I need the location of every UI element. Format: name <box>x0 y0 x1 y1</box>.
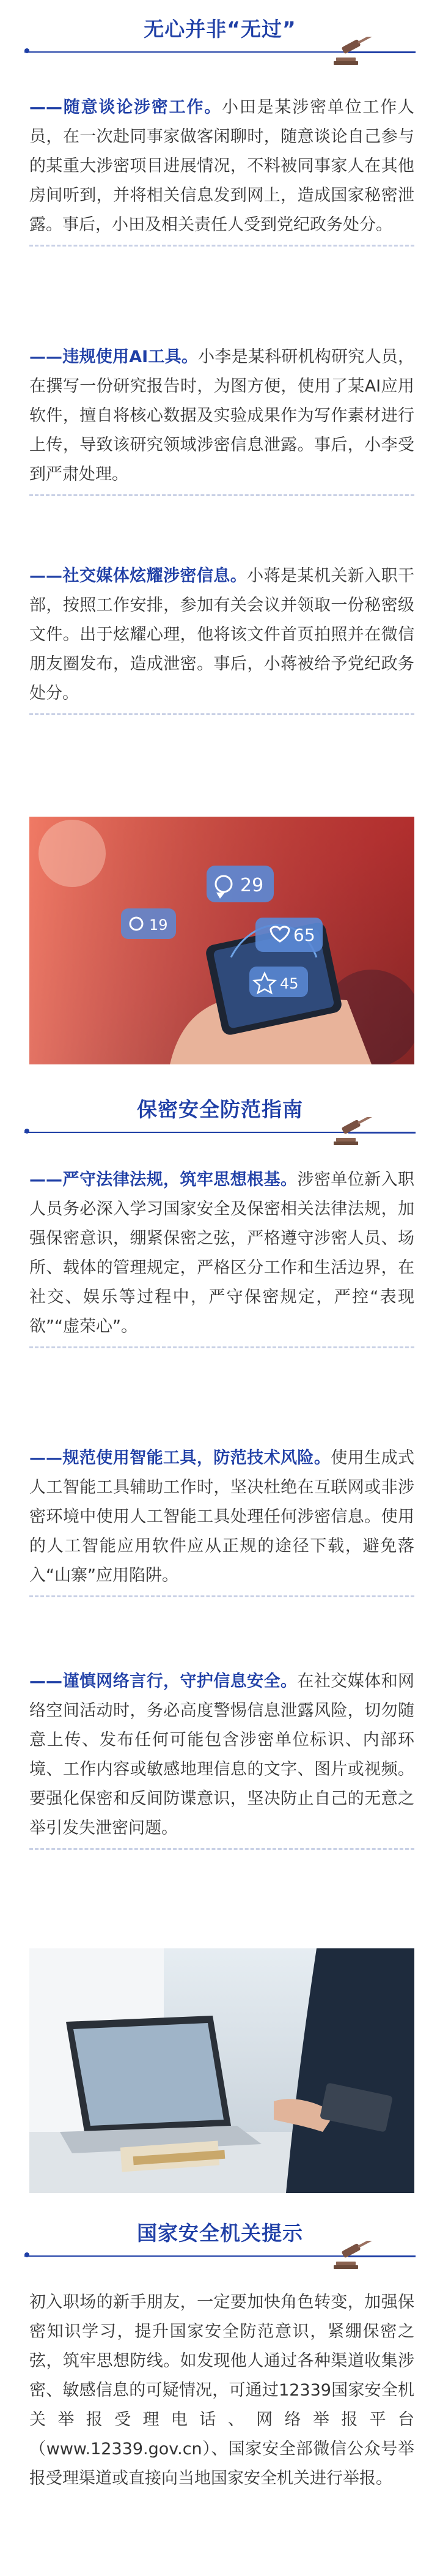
chat-count: 19 <box>149 916 168 934</box>
guide-text: 使用生成式人工智能工具辅助工作时，坚决杜绝在互联网或非涉密环境中使用人工智能工具处理任何涉密信息。使用的人工智能应用软件应从正规的途径下载，避免落入“山寨”应用陷阱。 <box>29 1449 415 1585</box>
guide-paragraph-1 <box>29 1165 414 1348</box>
guide-lead: ——规范使用智能工具，防范技术风险。 <box>29 1449 331 1468</box>
like-count: 65 <box>293 925 315 945</box>
laptop-work-photo <box>29 1948 414 2193</box>
section-header-1 <box>0 0 440 73</box>
section-title: 保密安全防范指南 <box>137 1097 303 1121</box>
guide-text: 涉密单位新入职人员务必深入学习国家安全及保密相关法律法规，加强保密意识，绷紧保密之弦，严格遵守涉密人员、场所、载体的管理规定，严格区分工作和生活边界，在社交、娱乐等过程中，严守保密规定，严控“表现欲”“虚荣心”。 <box>29 1170 415 1336</box>
case-text: 小蒋是某机关新入职干部，按照工作安排，参加有关会议并领取一份秘密级文件。出于炫耀心理，他将该文件首页拍照并在微信朋友圈发布，造成泄密。事后，小蒋被给予党纪政务处分。 <box>29 566 415 703</box>
case-text: 小田是某涉密单位工作人员，在一次赴同事家做客闲聊时，随意谈论自己参与的某重大涉密项目进展情况，不料被同事家人在其他房间听到，并将相关信息发到网上，造成国家秘密泄露。事后，小田及相关责任人受到党纪政务处分。 <box>29 98 414 234</box>
star-icon <box>249 967 308 997</box>
guide-paragraph-2 <box>29 1444 414 1597</box>
case-lead: ——随意谈论涉密工作。 <box>29 98 222 117</box>
section-title: 国家安全机关提示 <box>137 2221 303 2245</box>
gavel-icon <box>330 37 379 66</box>
section-header-3 <box>0 2218 440 2291</box>
guide-text: 在社交媒体和网络空间活动时，务必高度警惕信息泄露风险，切勿随意上传、发布任何可能包含涉密单位标识、内部环境、工作内容或敏感地理信息的文字、图片或视频。要强化保密和反间防谍意识，坚决防止自己的无意之举引发失泄密问题。 <box>29 1672 415 1838</box>
case-lead: ——违规使用AI工具。 <box>29 347 199 366</box>
social-media-photo <box>29 817 414 1064</box>
chat-bubble-icon <box>121 908 176 939</box>
gavel-icon <box>330 1117 379 1146</box>
comment-count: 29 <box>240 875 264 896</box>
case-paragraph-3 <box>29 562 414 715</box>
gavel-icon <box>330 2241 379 2270</box>
case-paragraph-2 <box>29 343 414 496</box>
case-text: 小李是某科研机构研究人员，在撰写一份研究报告时，为图方便，使用了某AI应用软件，擅自将核心数据及实验成果作为写作素材进行上传，导致该研究领域涉密信息泄露。事后，小李受到严肃处理。 <box>29 347 414 484</box>
section-header-2 <box>0 1089 440 1162</box>
heart-like-icon <box>255 918 323 952</box>
tip-paragraph <box>29 2288 414 2498</box>
star-count: 45 <box>280 975 299 992</box>
comment-bubble-icon <box>207 866 274 902</box>
section-title: 无心并非“无过” <box>144 17 296 41</box>
guide-paragraph-3 <box>29 1667 414 1850</box>
guide-lead: ——谨慎网络言行，守护信息安全。 <box>29 1672 298 1691</box>
guide-lead: ——严守法律法规，筑牢思想根基。 <box>29 1170 298 1189</box>
case-lead: ——社交媒体炫耀涉密信息。 <box>29 566 248 585</box>
tip-text: 初入职场的新手朋友，一定要加快角色转变，加强保密知识学习，提升国家安全防范意识，紧绷保密之弦，筑牢思想防线。如发现他人通过各种渠道收集涉密、敏感信息的可疑情况，可通过12339国家安全机关举报受理电话、网络举报平台（www.12339.gov.cn）、国家安全部微信公众号举报受理渠道或直接向当地国家安全机关进行举报。 <box>29 2293 414 2488</box>
case-paragraph-1 <box>29 93 414 247</box>
